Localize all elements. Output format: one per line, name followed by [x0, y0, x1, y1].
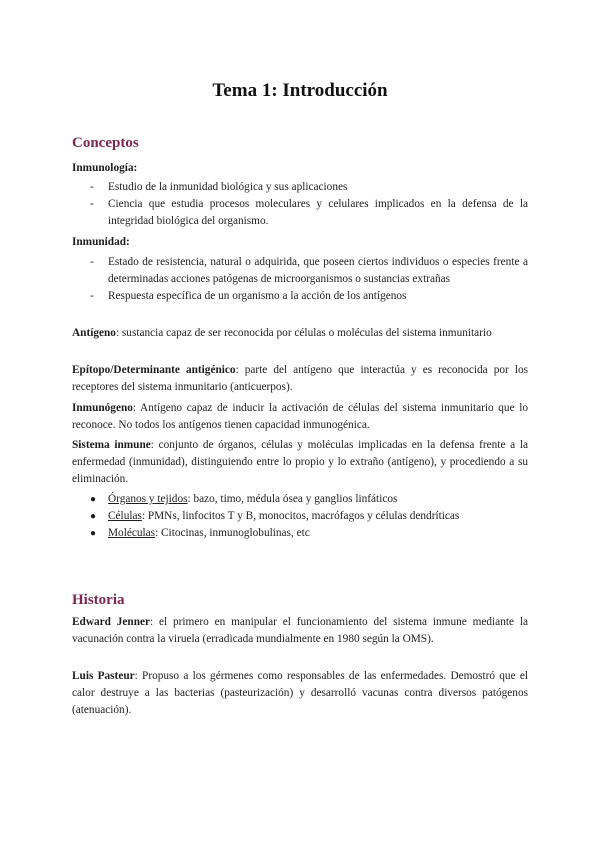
paragraph-antigeno: Antígeno: sustancia capaz de ser reconocida por células o moléculas del sistema inmunitario: [72, 327, 492, 339]
list-item: ● Células: PMNs, linfocitos T y B, monocitos, macrófagos y células dendríticas: [90, 510, 460, 522]
paragraph-jenner: Edward Jenner: el primero en manipular el funcionamiento del sistema inmune mediante la vacunación contra la viruela (erradicada mundialmente en 1980 según la OMS).: [72, 616, 528, 645]
section-heading-historia: Historia: [72, 592, 125, 608]
list-inmunidad: [72, 254, 528, 305]
list-item: ● Órganos y tejidos: bazo, timo, médula ósea y ganglios linfáticos: [90, 493, 398, 505]
paragraph-epitopo: Epítopo/Determinante antigénico: parte del antígeno que interactúa y es reconocida por los receptores del sistema inmunitario (anticuerpos).: [72, 364, 529, 393]
name-jenner: Edward Jenner: [72, 616, 151, 628]
list-sistema-inmune: [72, 491, 528, 542]
term-inmunogeno: Inmunógeno: [72, 402, 133, 414]
list-item: ● Moléculas: Citocinas, inmunoglobulinas, etc: [90, 527, 310, 539]
list-inmunologia: [72, 179, 528, 230]
list-item: - Respuesta específica de un organismo a la acción de los antígenos: [90, 290, 407, 302]
paragraph-pasteur: Luis Pasteur: Propuso a los gérmenes como responsables de las enfermedades. Demostró que el calor destruye a las bacterias (pasteurización) y desarrolló vacunas contra diversos patógenos (atenuación).: [72, 670, 528, 716]
name-pasteur: Luis Pasteur: [72, 670, 135, 682]
list-item: - Estado de resistencia, natural o adquirida, que poseen ciertos individuos o especies frente a determinadas acciones patógenas de microorganismos o sustancias extrañas: [90, 256, 528, 285]
term-sistema-inmune: Sistema inmune: [72, 439, 151, 451]
term-inmunidad: Inmunidad:: [72, 236, 130, 248]
term-inmunologia: Inmunología:: [72, 162, 138, 174]
term-antigeno: Antígeno: [72, 327, 116, 339]
list-item: - Estudio de la inmunidad biológica y sus aplicaciones: [90, 181, 348, 193]
term-epitopo: Epítopo/Determinante antigénico: [72, 364, 236, 376]
paragraph-sistema-inmune: Sistema inmune: conjunto de órganos, células y moléculas implicadas en la defensa frente a la enfermedad (inmunidad), distinguiendo entre lo propio y lo extraño (antígeno), y procediendo a su eliminación.: [72, 439, 529, 485]
list-item: - Ciencia que estudia procesos moleculares y celulares implicados en la defensa de la integridad biológica del organismo.: [90, 198, 528, 227]
page-title: Tema 1: Introducción: [212, 80, 388, 101]
paragraph-inmunogeno: Inmunógeno: Antígeno capaz de inducir la activación de células del sistema inmunitario que lo reconoce. No todos los antígenos tienen capacidad inmunogénica.: [72, 402, 528, 431]
section-heading-conceptos: Conceptos: [72, 135, 139, 151]
